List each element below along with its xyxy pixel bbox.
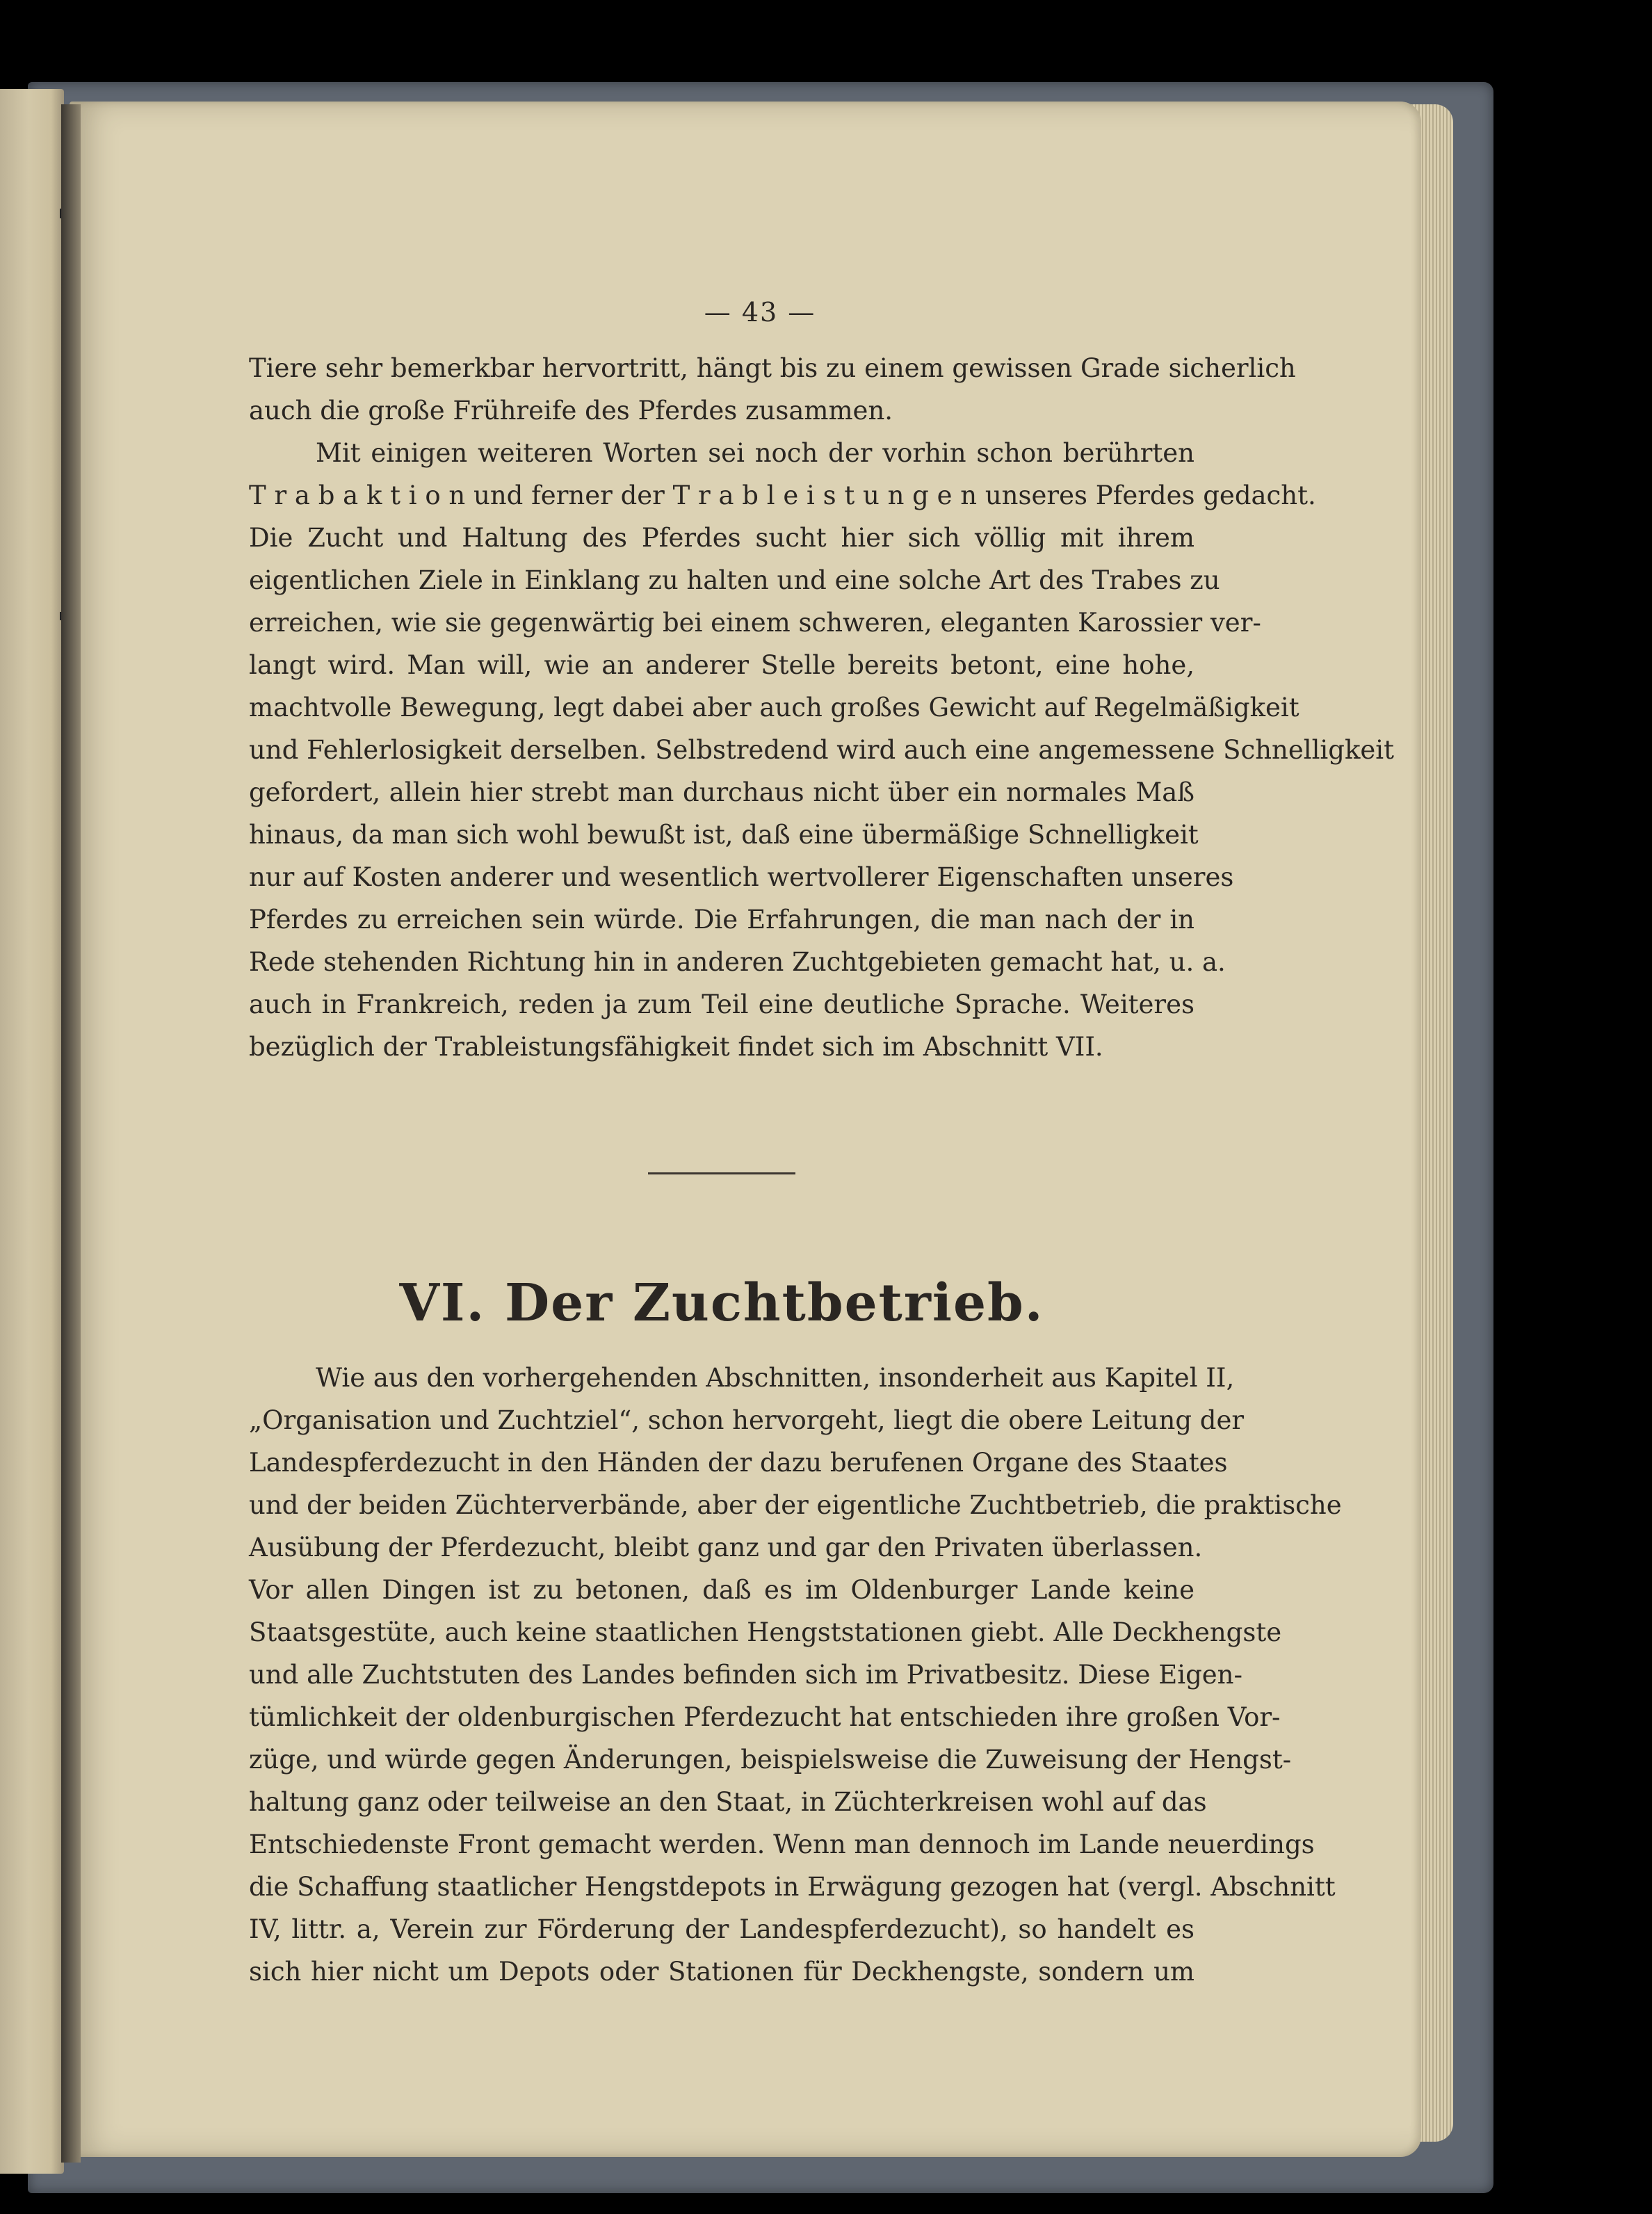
text-line: hinaus, da man sich wohl bewußt ist, daß eine übermäßige Schnelligkeit: [249, 820, 1199, 850]
text-line: sich hier nicht um Depots oder Stationen für Deckhengste, sondern um: [249, 1957, 1195, 1987]
text-line: haltung ganz oder teilweise an den Staat, in Züchterkreisen wohl auf das: [249, 1787, 1207, 1817]
text-line: Vor allen Dingen ist zu betonen, daß es im Oldenburger Lande keine: [249, 1575, 1195, 1605]
text-line: Mit einigen weiteren Worten sei noch der vorhin schon berührten: [316, 438, 1195, 468]
text-line: langt wird. Man will, wie an anderer Stelle bereits betont, eine hohe,: [249, 650, 1195, 680]
text-line: erreichen, wie sie gegenwärtig bei einem schweren, eleganten Karossier ver-: [249, 608, 1261, 638]
previous-page-edge: [0, 89, 64, 2174]
text-line: bezüglich der Trableistungsfähigkeit findet sich im Abschnitt VII.: [249, 1032, 1103, 1062]
paragraph-trabaktion: [249, 347, 1394, 1068]
text-line: und Fehlerlosigkeit derselben. Selbstredend wird auch eine angemessene Schnelligkeit: [249, 735, 1394, 765]
text-line: züge, und würde gegen Änderungen, beispielsweise die Zuweisung der Hengst-: [249, 1745, 1292, 1775]
text-line: Landespferdezucht in den Händen der dazu berufenen Organe des Staates: [249, 1448, 1228, 1478]
page-content: [249, 297, 1394, 1993]
text-line: tümlichkeit der oldenburgischen Pferdezucht hat entschieden ihre großen Vor-: [249, 1702, 1281, 1732]
text-line: eigentlichen Ziele in Einklang zu halten und eine solche Art des Trabes zu: [249, 565, 1220, 595]
text-line: gefordert, allein hier strebt man durchaus nicht über ein normales Maß: [249, 777, 1195, 807]
text-line: und der beiden Züchterverbände, aber der eigentliche Zuchtbetrieb, die praktische: [249, 1490, 1342, 1520]
text-line: Tiere sehr bemerkbar hervortritt, hängt bis zu einem gewissen Grade sicherlich: [249, 353, 1296, 383]
text-line: und alle Zuchtstuten des Landes befinden sich im Privatbesitz. Diese Eigen-: [249, 1660, 1243, 1690]
text-line: machtvolle Bewegung, legt dabei aber auch großes Gewicht auf Regelmäßigkeit: [249, 693, 1299, 722]
text-line: T r a b a k t i o n und ferner der T r a b l e i s t u n g e n unseres Pferdes gedacht.: [249, 480, 1316, 510]
text-line: nur auf Kosten anderer und wesentlich wertvollerer Eigenschaften unseres: [249, 862, 1234, 892]
text-line: „Organisation und Zuchtziel“, schon hervorgeht, liegt die obere Leitung der: [249, 1405, 1245, 1435]
text-line: die Schaffung staatlicher Hengstdepots in Erwägung gezogen hat (vergl. Abschnitt: [249, 1872, 1336, 1902]
text-line: Pferdes zu erreichen sein würde. Die Erfahrungen, die man nach der in: [249, 905, 1195, 935]
text-line: Entschiedenste Front gemacht werden. Wenn man dennoch im Lande neuerdings: [249, 1829, 1315, 1859]
text-line: Rede stehenden Richtung hin in anderen Zuchtgebieten gemacht hat, u. a.: [249, 947, 1226, 977]
gutter-shadow: [61, 104, 81, 2163]
text-line: IV, littr. a, Verein zur Förderung der Landespferdezucht), so handelt es: [249, 1914, 1195, 1944]
text-line: Ausübung der Pferdezucht, bleibt ganz und gar den Privaten überlassen.: [249, 1533, 1203, 1562]
text-line: Die Zucht und Haltung des Pferdes sucht hier sich völlig mit ihrem: [249, 523, 1195, 553]
text-line: Wie aus den vorhergehenden Abschnitten, insonderheit aus Kapitel II,: [316, 1363, 1235, 1393]
text-line: auch die große Frühreife des Pferdes zusammen.: [249, 396, 893, 426]
paragraph-zuchtbetrieb: [249, 1357, 1342, 1993]
page-number: — 43 —: [704, 297, 816, 328]
chapter-heading: VI. Der Zuchtbetrieb.: [399, 1273, 1044, 1333]
section-divider: [648, 1172, 795, 1174]
text-line: Staatsgestüte, auch keine staatlichen Hengststationen giebt. Alle Deckhengste: [249, 1617, 1282, 1647]
text-line: auch in Frankreich, reden ja zum Teil eine deutliche Sprache. Weiteres: [249, 989, 1195, 1019]
